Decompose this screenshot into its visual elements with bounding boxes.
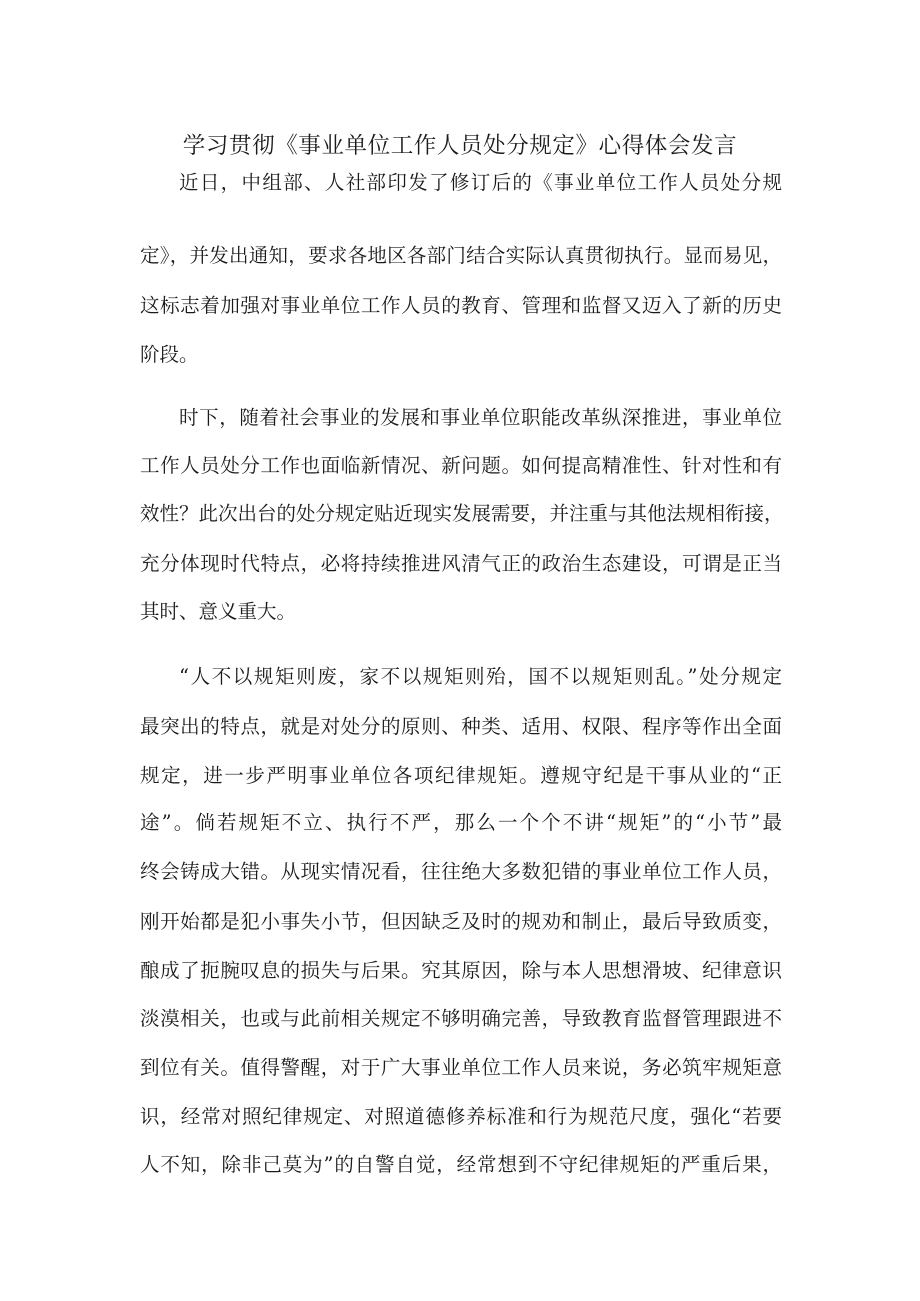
paragraph-line: 识，经常对照纪律规定、对照道德修养标准和行为规范尺度，强化“若要 xyxy=(140,1105,782,1128)
paragraph-line: 人不知，除非己莫为”的自警自觉，经常想到不守纪律规矩的严重后果， xyxy=(140,1153,782,1176)
paragraph-line: 效性？此次出台的处分规定贴近现实发展需要，并注重与其他法规相衔接， xyxy=(140,502,784,525)
paragraph-line: 最突出的特点，就是对处分的原则、种类、适用、权限、程序等作出全面 xyxy=(140,715,782,738)
paragraph-line: 工作人员处分工作也面临新情况、新问题。如何提高精准性、针对性和有 xyxy=(140,454,782,477)
paragraph-line: 刚开始都是犯小事失小节，但因缺乏及时的规劝和制止，最后导致质变， xyxy=(140,910,782,933)
paragraph-line: 近日，中组部、人社部印发了修订后的《事业单位工作人员处分规 xyxy=(179,171,782,194)
paragraph-line: 终会铸成大错。从现实情况看，往往绝大多数犯错的事业单位工作人员， xyxy=(140,860,782,883)
paragraph-line: 其时、意义重大。 xyxy=(140,600,297,623)
paragraph-line: 阶段。 xyxy=(140,343,199,366)
paragraph-line: 酿成了扼腕叹息的损失与后果。究其原因，除与本人思想滑坡、纪律意识 xyxy=(140,959,782,982)
paragraph-line: “人不以规矩则废，家不以规矩则殆，国不以规矩则乱。”处分规定 xyxy=(179,665,782,688)
document-title: 学习贯彻《事业单位工作人员处分规定》心得体会发言 xyxy=(182,133,738,159)
paragraph-line: 充分体现时代特点，必将持续推进风清气正的政治生态建设，可谓是正当 xyxy=(140,552,782,575)
paragraph-line: 淡漠相关，也或与此前相关规定不够明确完善，导致教育监督管理跟进不 xyxy=(140,1007,782,1030)
paragraph-line: 途”。倘若规矩不立、执行不严，那么一个个不讲“规矩”的“小节”最 xyxy=(140,811,782,834)
paragraph-line: 规定，进一步严明事业单位各项纪律规矩。遵规守纪是干事从业的“正 xyxy=(140,764,782,787)
paragraph-line: 时下，随着社会事业的发展和事业单位职能改革纵深推进，事业单位 xyxy=(179,406,782,429)
paragraph-line: 定》，并发出通知，要求各地区各部门结合实际认真贯彻执行。显而易见， xyxy=(140,244,782,267)
paragraph-line: 这标志着加强对事业单位工作人员的教育、管理和监督又迈入了新的历史 xyxy=(140,294,782,317)
paragraph-line: 到位有关。值得警醒，对于广大事业单位工作人员来说，务必筑牢规矩意 xyxy=(140,1056,782,1079)
